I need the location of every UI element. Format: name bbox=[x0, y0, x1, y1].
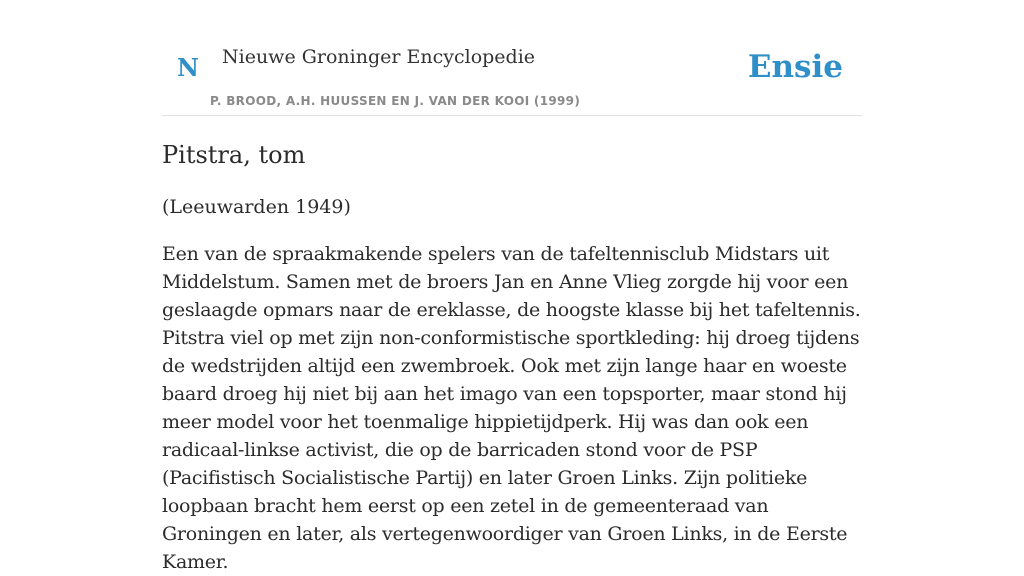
source-header bbox=[162, 0, 862, 116]
entry-body-text: Een van de spraakmakende spelers van de tafeltennisclub Midstars uit Middelstum. Samen met de broers Jan en Anne Vlieg zorgde hij voor een geslaagde opmars naar de ereklasse, de hoogste klasse bij het tafeltennis. Pitstra viel op met zijn non-conformistische sportkleding: hij droeg tijdens de wedstrijden altijd een zwembroek. Ook met zijn lange haar en woeste baard droeg hij niet bij aan het imago van een topsporter, maar stond hij meer model voor het toenmalige hippietijdperk. Hij was dan ook een radicaal-linkse activist, die op de barricaden stond voor de PSP (Pacifistisch Socialistische Partij) en later Groen Links. Zijn politieke loopbaan bracht hem eerst op een zetel in de gemeenteraad van Groningen en later, als vertegenwoordiger van Groen Links, in de Eerste Kamer. bbox=[162, 243, 861, 573]
source-logo[interactable]: N bbox=[177, 53, 199, 82]
source-authors: P. BROOD, A.H. HUUSSEN EN J. VAN DER KOOI (1999) bbox=[210, 94, 581, 108]
ensie-logo-link[interactable]: Ensie bbox=[747, 49, 843, 85]
entry-content bbox=[162, 139, 862, 576]
entry-title: Pitstra, tom bbox=[162, 141, 306, 169]
entry-birthplace-year: (Leeuwarden 1949) bbox=[162, 196, 351, 218]
source-title-link[interactable]: Nieuwe Groninger Encyclopedie bbox=[222, 46, 536, 68]
